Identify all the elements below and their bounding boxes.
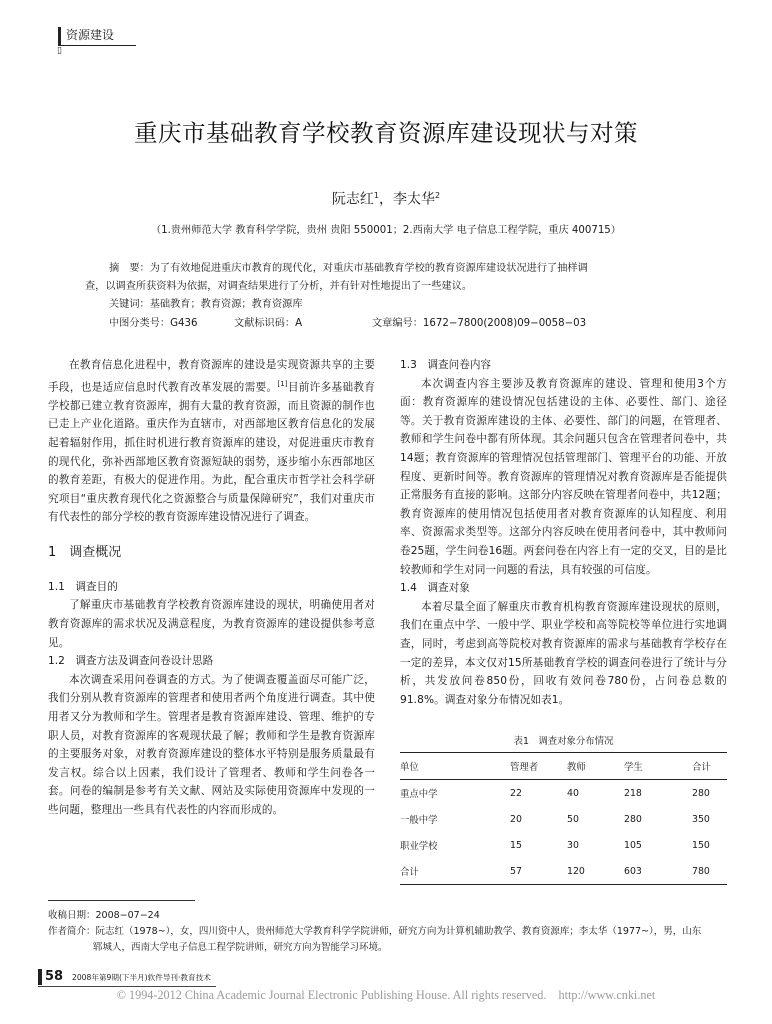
abstract-line-1 <box>109 261 699 277</box>
table-1 <box>400 752 727 885</box>
table-row <box>400 806 727 832</box>
table-header-cell: 教师 <box>567 762 586 773</box>
table-cell: 603 <box>624 865 642 877</box>
table-cell: 218 <box>624 787 642 799</box>
keywords: 关键词：基础教育；教育资源；教育资源库 <box>109 299 303 310</box>
section-1-4-heading: 1.4 调查对象 <box>400 582 470 595</box>
affiliations: （1.贵州师范大学 教育科学学院，贵州 贵阳 550001；2.西南大学 电子信息工程学院，重庆 400715） <box>151 225 621 236</box>
page-number-badge <box>38 969 42 985</box>
abstract-line-2: 查，以调查所获资料为依据，对调查结果进行了分析，并有针对性地提出了一些建议。 <box>85 281 473 292</box>
table-header-cell: 管理者 <box>510 762 539 773</box>
author-bio-line-1: 作者简介：阮志红（1978~），女，四川资中人，贵州师范大学教育科学学院讲师，研究方向为计算机辅助教学、教育资源库；李太华（1977~），男，山东 <box>48 926 702 937</box>
table-cell: 30 <box>567 839 579 851</box>
intro-text: 在教育信息化进程中，教育资源库的建设是实现资源共享的主要手段，也是适应信息时代教育改革发展的需要。 <box>48 359 375 394</box>
table-cell: 50 <box>567 813 579 825</box>
author-bio-line-2: 郓城人，西南大学电子信息工程学院讲师，研究方向为智能学习环境。 <box>93 942 388 953</box>
header-bar-mark <box>58 27 61 45</box>
journal-info: 2008年第9期(下半月)软件导刊·教育技术 <box>72 973 211 982</box>
footnote-rule <box>48 900 195 901</box>
table-cell: 22 <box>510 787 522 799</box>
table-cell: 150 <box>692 839 710 851</box>
table-caption: 表1 调查对象分布情况 <box>513 736 614 747</box>
table-header-row <box>400 753 727 780</box>
distribution-table <box>400 752 727 885</box>
section-1-3-heading: 1.3 调查问卷内容 <box>400 359 492 371</box>
page-number: 58 <box>45 969 64 984</box>
abstract-text-1: 为了有效地促进重庆市教育的现代化，对重庆市基础教育学校的教育资源库建设状况进行了抽样调 <box>149 263 588 274</box>
table-cell: 15 <box>510 839 522 851</box>
table-cell: 合计 <box>400 867 419 878</box>
intro-text-rest: 目前许多基础教育学校都已建立教育资源库，拥有大量的教育资源，而且资源的制作也已走上产业化道路。重庆作为直辖市，对西部地区教育信息化的发展起着辐射作用，抓住时机进行教育资源库的建设，对促进重庆市教育的现代化，弥补西部地区教育资源短缺的弱势，逐步缩小东西部地区的教育差距，有极大的促进作用。为此，配合重庆市哲学社会科学研究项目“重庆教育现代化之资源整合与质量保障研究”，我们对重庆市有代表性的部分学校的教育资源库建设情况进行了调查。 <box>48 381 375 524</box>
received-date: 收稿日期：2008−07−24 <box>48 910 160 921</box>
table-cell: 一般中学 <box>400 815 438 826</box>
author-1-affil: 1 <box>373 191 379 200</box>
author-separator: ， <box>379 191 393 208</box>
table-row <box>400 780 727 807</box>
table-header-cell: 单位 <box>400 762 419 773</box>
table-cell: 350 <box>692 813 710 825</box>
author-line <box>0 186 772 210</box>
author-2: 李太华 <box>393 191 435 208</box>
section-1-3-text: 本次调查内容主要涉及教育资源库的建设、管理和使用3个方面：教育资源库的建设情况包括建设的主体、必要性、部门、途径等。关于教育资源库建设的主体、必要性、部门的问题，在管理者、教师和学生问卷中都有所体现。其余问题只包含在管理者问卷中，共14题；教育资源库的管理情况包括管理部门、管理平台的功能、开放程度、更新时间等。教育资源库的管理情况对教育资源库是否能提供正常服务有直接的影响。这部分内容反映在管理者问卷中，共12题；教育资源库的使用情况包括使用者对教育资源库的认知程度、利用率、资源需求类型等。这部分内容反映在使用者问卷中，其中教师问卷25题，学生问卷16题。两套问卷在内容上有一定的交叉，目的是比较教师和学生对同一问题的看法，具有较强的可信度。 <box>400 377 727 576</box>
left-column <box>48 356 375 820</box>
column-label: 资源建设 <box>66 28 115 42</box>
table-cell: 40 <box>567 787 579 799</box>
table-cell: 重点中学 <box>400 789 438 800</box>
author-1: 阮志红 <box>331 191 374 208</box>
section-1-2-heading: 1.2 调查方法及调查问卷设计思路 <box>48 655 214 668</box>
table-cell: 105 <box>624 839 642 851</box>
section-1-heading: 1 调查概况 <box>48 544 122 560</box>
table-row <box>400 858 727 885</box>
article-number: 文章编号：1672−7800(2008)09−0058−03 <box>372 318 587 329</box>
document-code: 文献标识码：A <box>234 318 303 329</box>
section-1-1-text: 了解重庆市基础教育学校教育资源库建设的现状，明确使用者对教育资源库的需求状况及满意程度，为教育资源库的建设提供参考意见。 <box>48 599 375 649</box>
copyright-watermark: © 1994-2012 China Academic Journal Electronic Publishing House. All rights reserved. http://www.cnki.net <box>116 988 656 1002</box>
table-cell: 780 <box>692 865 710 877</box>
table-cell: 280 <box>624 813 642 825</box>
section-1-2-text: 本次调查采用问卷调查的方式。为了使调查覆盖面尽可能广泛，我们分别从教育资源库的管理者和使用者两个角度进行调查。其中使用者又分为教师和学生。管理者是教育资源库建设、管理、维护的专职人员，对教育资源库的客观现状最了解；教师和学生是教育资源库的主要服务对象，对教育资源库建设的整体水平特别是服务质量最有发言权。综合以上因素，我们设计了管理者、教师和学生问卷各一套。问卷的编制是参考有关文献、网站及实际使用资源库中发现的一些问题，整理出一些具有代表性的内容而形成的。 <box>48 673 375 816</box>
table-cell: 57 <box>510 865 522 877</box>
table-header-cell: 学生 <box>624 762 643 773</box>
table-cell: 职业学校 <box>400 841 438 852</box>
table-cell: 120 <box>567 865 585 877</box>
right-column <box>400 356 727 709</box>
section-1-4-text: 本着尽量全面了解重庆市教育机构教育资源库建设现状的原则，我们在重点中学、一般中学、职业学校和高等院校等单位进行实地调查，同时，考虑到高等院校对教育资源库的需求与基础教育学校存在一定的差异，本文仅对15所基础教育学校的调查问卷进行了统计与分析，共发放问卷850份，回收有效问卷780份，占问卷总数的91.8%。调查对象分布情况如表1。 <box>400 600 727 706</box>
abstract-label: 摘 要： <box>109 263 150 274</box>
article-title: 重庆市基础教育学校教育资源库建设现状与对策 <box>134 119 638 147</box>
clc-number: 中图分类号：G436 <box>109 318 198 329</box>
intro-paragraph <box>48 356 375 527</box>
table-cell: 20 <box>510 813 522 825</box>
header-marker: ▯ <box>57 46 62 56</box>
header-rule <box>58 45 136 46</box>
table-cell: 280 <box>692 787 710 799</box>
author-2-affil: 2 <box>435 191 441 200</box>
table-row <box>400 832 727 858</box>
intro-citation: [1] <box>277 379 288 388</box>
table-header-cell: 合计 <box>692 762 711 773</box>
section-1-1-heading: 1.1 调查目的 <box>48 580 118 593</box>
